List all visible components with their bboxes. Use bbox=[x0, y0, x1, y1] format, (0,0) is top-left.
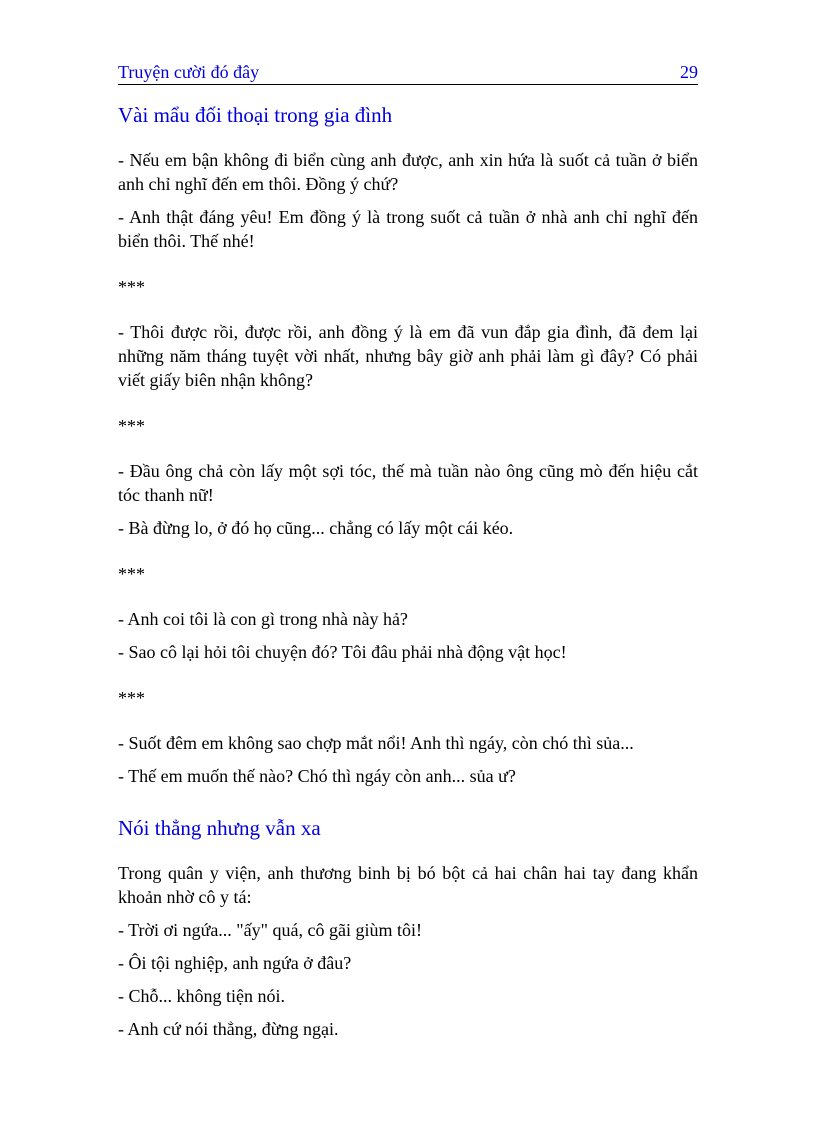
story-5 bbox=[118, 731, 698, 788]
story-2 bbox=[118, 320, 698, 392]
dialogue-line: - Anh cứ nói thẳng, đừng ngại. bbox=[118, 1019, 339, 1039]
page-content bbox=[118, 101, 698, 1050]
dialogue-line: - Sao cô lại hỏi tôi chuyện đó? Tôi đâu phải nhà động vật học! bbox=[118, 642, 567, 662]
dialogue-line: - Anh coi tôi là con gì trong nhà này hả? bbox=[118, 609, 408, 629]
story-straight-talk bbox=[118, 861, 698, 1041]
dialogue-line: - Trời ơi ngứa... "ấy" quá, cô gãi giùm tôi! bbox=[118, 920, 422, 940]
dialogue-line: - Thôi được rồi, được rồi, anh đồng ý là em đã vun đắp gia đình, đã đem lại những năm tháng tuyệt vời nhất, nhưng bây giờ anh phải làm gì đây? Có phải viết giấy biên nhận không? bbox=[118, 322, 698, 390]
story-separator: *** bbox=[118, 564, 145, 584]
dialogue-line: - Ôi tội nghiệp, anh ngứa ở đâu? bbox=[118, 953, 352, 973]
dialogue-line: - Anh thật đáng yêu! Em đồng ý là trong suốt cả tuần ở nhà anh chỉ nghĩ đến biển thôi. Thế nhé! bbox=[118, 207, 698, 251]
story-3 bbox=[118, 459, 698, 540]
section-title-straight-talk: Nói thẳng nhưng vẫn xa bbox=[118, 816, 321, 840]
dialogue-line: - Chỗ... không tiện nói. bbox=[118, 986, 285, 1006]
story-1 bbox=[118, 148, 698, 253]
running-header bbox=[118, 60, 698, 85]
dialogue-line: - Nếu em bận không đi biển cùng anh được, anh xin hứa là suốt cả tuần ở biển anh chỉ nghĩ đến em thôi. Đồng ý chứ? bbox=[118, 150, 698, 194]
story-4 bbox=[118, 607, 698, 664]
dialogue-line: - Suốt đêm em không sao chợp mắt nổi! Anh thì ngáy, còn chó thì sủa... bbox=[118, 733, 634, 753]
story-separator: *** bbox=[118, 277, 145, 297]
dialogue-line: - Bà đừng lo, ở đó họ cũng... chẳng có lấy một cái kéo. bbox=[118, 518, 514, 538]
section-title-family-dialogues: Vài mẩu đối thoại trong gia đình bbox=[118, 103, 393, 127]
book-title: Truyện cười đó đây bbox=[118, 62, 260, 82]
page-number: 29 bbox=[680, 62, 698, 82]
story-separator: *** bbox=[118, 416, 145, 436]
dialogue-line: - Thế em muốn thế nào? Chó thì ngáy còn anh... sủa ư? bbox=[118, 766, 516, 786]
narrative-paragraph: Trong quân y viện, anh thương binh bị bó bột cả hai chân hai tay đang khẩn khoản nhờ cô y tá: bbox=[118, 863, 698, 907]
story-separator: *** bbox=[118, 688, 145, 708]
dialogue-line: - Đầu ông chả còn lấy một sợi tóc, thế mà tuần nào ông cũng mò đến hiệu cắt tóc thanh nữ! bbox=[118, 461, 698, 505]
